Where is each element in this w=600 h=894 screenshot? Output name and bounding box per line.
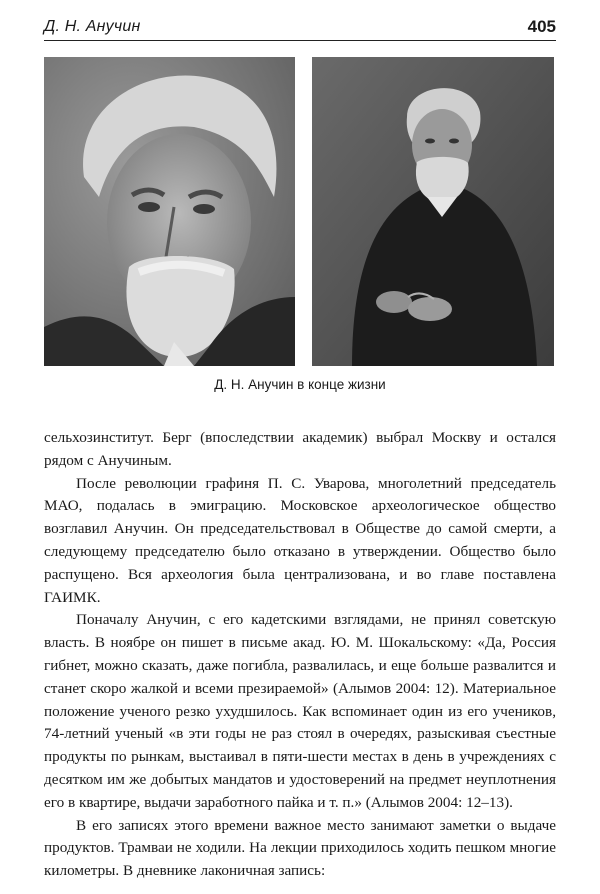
- body-text: [44, 427, 556, 883]
- page-number: 405: [527, 17, 556, 36]
- running-head-author: Д. Н. Анучин: [44, 18, 141, 35]
- portrait-photo-seated: [312, 57, 554, 366]
- paragraph-4: В его записях этого времени важное место занимают заметки о выдаче продуктов. Трамваи не ходили. На лекции приходилось ходить пешком многие километры. В дневнике лаконичная запись:: [44, 816, 556, 880]
- paragraph-3: Поначалу Анучин, с его кадетскими взглядами, не принял советскую власть. В ноябре он пишет в письме акад. Ю. М. Шокальскому: «Да, Россия гибнет, можно сказать, даже погибла, развалилась, и еще больше развалится и станет скоро жалкой и всеми презираемой» (Алымов 2004: 12). Материальное положение ученого резко ухудшилось. Как вспоминает один из его учеников, 74-летний ученый «в эти годы не раз стоял в очередях, разыскивая съестные продукты по рынкам, выстаивал в пяти-шести местах в день в учреждениях с десятком им же добытых мандатов и удостоверений на предмет неуплотнения его в квартире, выдачи заработного пайка и т. п.» (Алымов 2004: 12–13).: [44, 611, 556, 811]
- portrait-closeup-image: [44, 57, 295, 366]
- figure-caption: Д. Н. Анучин в конце жизни: [214, 377, 386, 392]
- portrait-seated-image: [312, 57, 554, 366]
- paragraph-2: После революции графиня П. С. Уварова, многолетний председатель МАО, подалась в эмиграцию. Московское археологическое общество возглавил Анучин. Он председательствовал в Обществе до самой смерти, а следующему председателю было отказано в утверждении. Общество было распущено. Вся археология была централизована, и во главе поставлена ГАИМК.: [44, 474, 556, 606]
- portrait-photo-closeup: [44, 57, 295, 366]
- running-head: [44, 16, 556, 40]
- paragraph-1: сельхозинститут. Берг (впоследствии академик) выбрал Москву и остался рядом с Анучиным.: [44, 429, 556, 469]
- header-rule: [44, 40, 556, 41]
